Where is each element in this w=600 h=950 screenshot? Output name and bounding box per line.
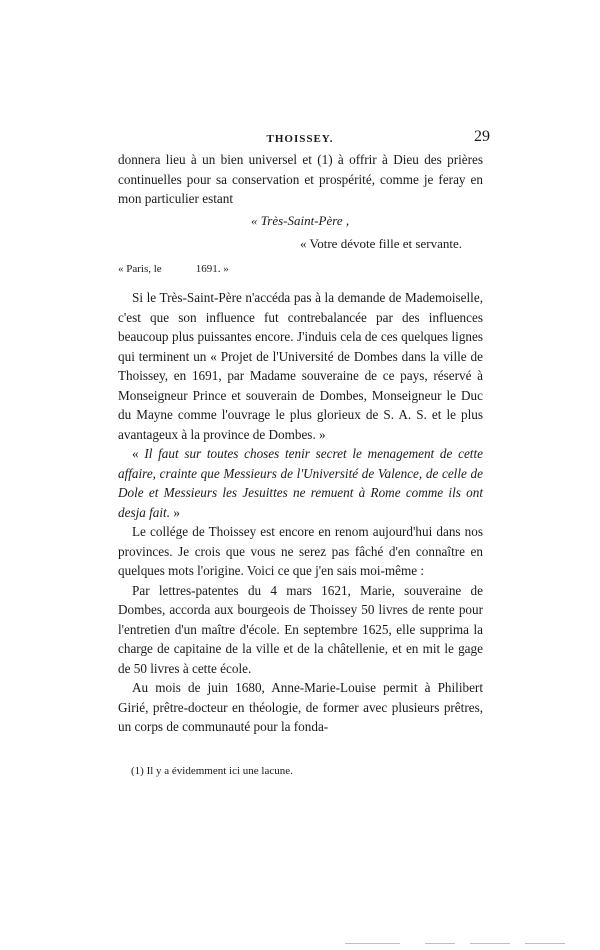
- scan-artifact-line: [470, 943, 510, 944]
- page-body: [118, 150, 483, 737]
- quote-open-mark: «: [132, 446, 145, 461]
- quote-close-mark: »: [170, 504, 180, 520]
- letter-salutation: « Très-Saint-Père ,: [251, 212, 350, 228]
- opening-lines: donnera lieu à un bien universel et (1) à offrir à Dieu des prières continuelles pour sa conservation et prospérité, comme je feray en mon particulier estant: [118, 152, 483, 206]
- running-title: THOISSEY.: [266, 133, 334, 145]
- letter-date-line: [118, 260, 483, 280]
- paragraph-4: Au mois de juin 1680, Anne-Marie-Louise permit à Philibert Girié, prêtre-docteur en théologie, de former avec plusieurs prêtres, un corps de communauté pour la fonda-: [118, 680, 483, 734]
- date-line-end: 1691. »: [195, 262, 229, 275]
- page-number: 29: [474, 128, 490, 145]
- scan-artifact-line: [525, 943, 565, 944]
- paragraph-3: Par lettres-patentes du 4 mars 1621, Marie, souveraine de Dombes, accorda aux bourgeois de Thoissey 50 livres de rente pour l'entretien d'un maître d'école. En septembre 1625, elle supprima la charge de capitaine de la ville et de la châtellenie, et en mit le gage de 50 livres à cette école.: [118, 582, 483, 676]
- paragraph-1: Si le Très-Saint-Père n'accéda pas à la demande de Mademoiselle, c'est que son influence fut contrebalancée par des influences beaucoup plus puissantes encore. J'induis cela de ces quelques lignes qui terminent un « Projet de l'Université de Dombes dans la ville de Thoissey, en 1691, par Madame souveraine de ce pays, réservé à Monseigneur Prince et souverain de Dombes, Monseigneur le Duc du Mayne comme l'ouvrage le plus glorieux de S. A. S. et le plus avantageux à la province de Dombes. »: [118, 290, 483, 442]
- date-line-start: « Paris, le: [118, 262, 162, 275]
- quoted-passage: [118, 444, 483, 522]
- quote-text: Il faut sur toutes choses tenir secret le menagement de cette affaire, crainte que Messieurs de l'Université de Valence, de celle de Dole et Messieurs les Jesuittes ne remuent à Rome comme ils ont desja fait.: [118, 446, 483, 520]
- footnote: (1) Il y a évidemment ici une lacune.: [131, 765, 293, 777]
- scan-artifact-line: [345, 943, 400, 944]
- letter-closing: « Votre dévote fille et servante.: [300, 236, 462, 251]
- paragraph-2: Le collége de Thoissey est encore en renom aujourd'hui dans nos provinces. Je crois que vous ne serez pas fâché d'en connaître en quelques mots l'origine. Voici ce que j'en sais moi-même :: [118, 524, 483, 578]
- scan-artifact-line: [425, 943, 455, 944]
